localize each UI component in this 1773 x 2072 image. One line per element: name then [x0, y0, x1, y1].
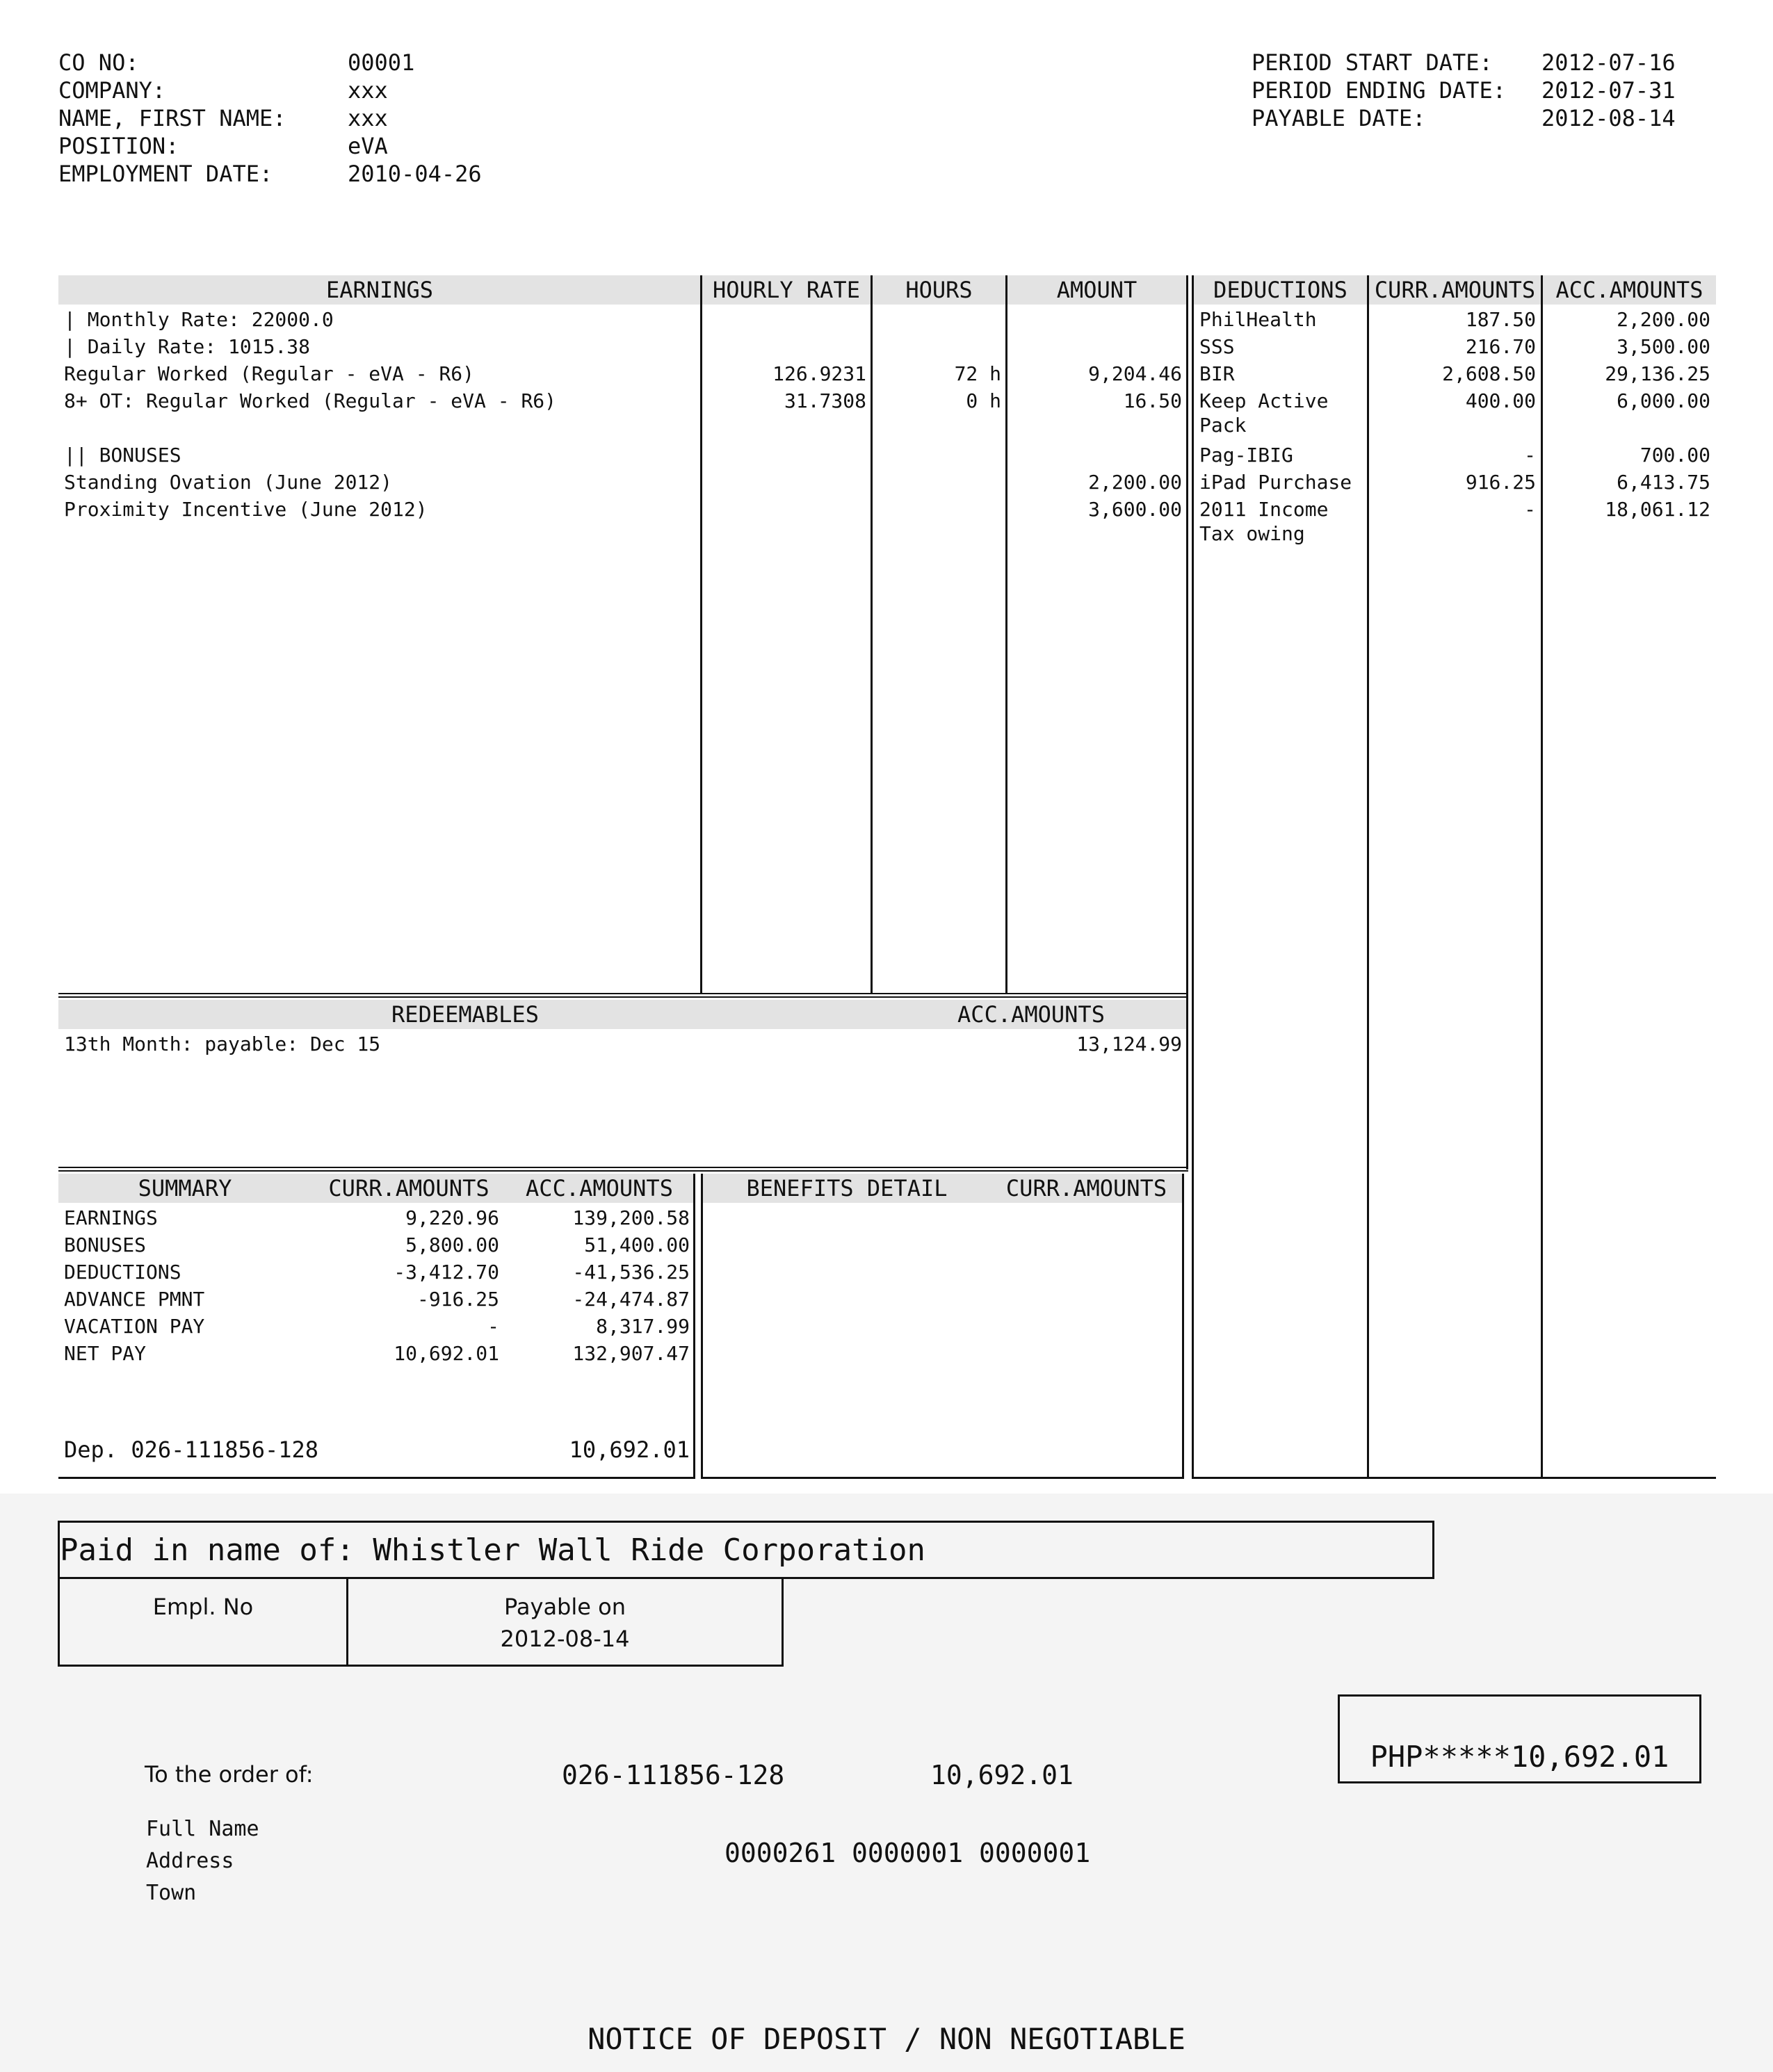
summary-bottom-border [58, 1477, 695, 1479]
deductions-acc-header: ACC.AMOUNTS [1555, 277, 1703, 303]
period-end-label: PERIOD ENDING DATE: [1252, 77, 1507, 104]
deduction-name-cont: Pack [1199, 414, 1247, 437]
deposit-label: Dep. 026-111856-128 [64, 1436, 319, 1463]
deduction-curr: 2,608.50 [1442, 362, 1536, 385]
deduction-name: PhilHealth [1199, 308, 1317, 331]
paid-in-name-text: Paid in name of: Whistler Wall Ride Corporation [60, 1532, 926, 1568]
deduction-name: Pag-IBIG [1199, 444, 1293, 467]
deduction-acc: 6,000.00 [1617, 389, 1710, 412]
position-value: eVA [348, 133, 388, 159]
earnings-header: EARNINGS [325, 277, 434, 303]
amount-box-text: PHP*****10,692.01 [1370, 1740, 1669, 1774]
period-start-value: 2012-07-16 [1541, 49, 1676, 76]
summary-acc: 139,200.58 [572, 1206, 690, 1229]
deductions-curr-header: CURR.AMOUNTS [1374, 277, 1536, 303]
earnings-hours: 72 h [954, 362, 1001, 385]
empl-no-box [58, 1577, 348, 1667]
earnings-desc: Proximity Incentive (June 2012) [64, 498, 428, 521]
deduction-curr: - [1524, 498, 1536, 521]
redeemables-acc-header: ACC.AMOUNTS [957, 1001, 1105, 1028]
deduction-acc: 18,061.12 [1605, 498, 1710, 521]
summary-label: NET PAY [64, 1342, 147, 1365]
micr-line: 0000261 0000001 0000001 [724, 1838, 1091, 1868]
summary-acc: 51,400.00 [584, 1233, 690, 1256]
redeemables-bottom-line2 [58, 1170, 1188, 1172]
summary-curr: 9,220.96 [405, 1206, 499, 1229]
deduction-acc: 3,500.00 [1617, 335, 1710, 358]
position-label: POSITION: [58, 133, 179, 159]
empl-no-label: Empl. No [152, 1594, 254, 1620]
deposit-amount: 10,692.01 [569, 1436, 690, 1463]
deduction-name: 2011 Income [1199, 498, 1329, 521]
company-label: COMPANY: [58, 77, 166, 104]
summary-label: VACATION PAY [64, 1315, 205, 1338]
summary-acc: -24,474.87 [572, 1288, 690, 1311]
summary-label: ADVANCE PMNT [64, 1288, 205, 1311]
earnings-desc: | Daily Rate: 1015.38 [64, 335, 311, 358]
deduction-name: iPad Purchase [1199, 471, 1352, 494]
name-value: xxx [348, 105, 388, 131]
earnings-desc: Regular Worked (Regular - eVA - R6) [64, 362, 475, 385]
deduction-name: Keep Active [1199, 389, 1329, 412]
deductions-bottom-border [1192, 1477, 1716, 1479]
earnings-rate: 31.7308 [784, 389, 866, 412]
redeemables-header: REDEEMABLES [391, 1001, 539, 1028]
redeemables-bottom-line1 [58, 1167, 1188, 1168]
summary-curr-header: CURR.AMOUNTS [328, 1175, 489, 1201]
benefits-bottom-border [701, 1477, 1184, 1479]
amount-header: AMOUNT [1056, 277, 1138, 303]
name-label: NAME, FIRST NAME: [58, 105, 286, 131]
summary-curr: - [487, 1315, 499, 1338]
earnings-rate: 126.9231 [772, 362, 866, 385]
redeemable-desc: 13th Month: payable: Dec 15 [64, 1033, 381, 1055]
summary-label: BONUSES [64, 1233, 147, 1256]
deduction-name: SSS [1199, 335, 1235, 358]
deduction-curr: - [1524, 444, 1536, 467]
summary-acc: 132,907.47 [572, 1342, 690, 1365]
summary-curr: 10,692.01 [394, 1342, 499, 1365]
payable-date-value: 2012-08-14 [1541, 105, 1676, 131]
benefits-right-border [1182, 1174, 1184, 1478]
earnings-bottom-line2 [58, 996, 1188, 998]
payable-on-date: 2012-08-14 [500, 1626, 630, 1652]
employment-date-value: 2010-04-26 [348, 161, 482, 187]
deduction-acc: 2,200.00 [1617, 308, 1710, 331]
period-start-label: PERIOD START DATE: [1252, 49, 1493, 76]
co-no-value: 00001 [348, 49, 415, 76]
deduction-acc: 29,136.25 [1605, 362, 1710, 385]
summary-acc: -41,536.25 [572, 1261, 690, 1284]
account-number: 026-111856-128 [562, 1760, 785, 1790]
company-value: xxx [348, 77, 388, 104]
summary-acc: 8,317.99 [596, 1315, 690, 1338]
deduction-acc: 700.00 [1640, 444, 1710, 467]
benefits-curr-header: CURR.AMOUNTS [1005, 1175, 1167, 1201]
employment-date-label: EMPLOYMENT DATE: [58, 161, 273, 187]
payable-on-box [346, 1577, 784, 1667]
amount-right-border [1186, 275, 1188, 1169]
deduction-curr: 400.00 [1465, 389, 1536, 412]
deductions-left-border [1192, 275, 1194, 1478]
payee-town: Town [146, 1881, 197, 1905]
earnings-desc: | Monthly Rate: 22000.0 [64, 308, 334, 331]
order-of-label: To the order of: [145, 1761, 314, 1788]
earnings-amount: 16.50 [1123, 389, 1182, 412]
earnings-desc: || BONUSES [64, 444, 181, 467]
summary-acc-header: ACC.AMOUNTS [526, 1175, 673, 1201]
earnings-desc: 8+ OT: Regular Worked (Regular - eVA - R6) [64, 389, 557, 412]
payable-date-label: PAYABLE DATE: [1252, 105, 1426, 131]
hourly-rate-header: HOURLY RATE [713, 277, 860, 303]
deduction-acc: 6,413.75 [1617, 471, 1710, 494]
earnings-bottom-line1 [58, 993, 1188, 994]
summary-curr: -916.25 [416, 1288, 499, 1311]
payee-full-name: Full Name [146, 1817, 259, 1841]
deduction-name-cont: Tax owing [1199, 522, 1305, 545]
period-end-value: 2012-07-31 [1541, 77, 1676, 104]
summary-label: DEDUCTIONS [64, 1261, 181, 1284]
paid-in-name-box [58, 1521, 1434, 1579]
payable-on-label: Payable on [504, 1594, 626, 1620]
summary-curr: 5,800.00 [405, 1233, 499, 1256]
summary-right-border [693, 1174, 695, 1478]
summary-curr: -3,412.70 [394, 1261, 499, 1284]
redeemable-acc: 13,124.99 [1076, 1033, 1182, 1055]
amount-box [1338, 1694, 1701, 1783]
deduction-name: BIR [1199, 362, 1235, 385]
deduction-curr: 216.70 [1465, 335, 1536, 358]
deduction-curr: 916.25 [1465, 471, 1536, 494]
summary-header: SUMMARY [138, 1175, 232, 1201]
notice-text: NOTICE OF DEPOSIT / NON NEGOTIABLE [588, 2022, 1185, 2056]
earnings-desc: Standing Ovation (June 2012) [64, 471, 393, 494]
earnings-amount: 2,200.00 [1088, 471, 1182, 494]
summary-label: EARNINGS [64, 1206, 158, 1229]
payee-address: Address [146, 1849, 234, 1873]
benefits-left-border [701, 1174, 703, 1478]
deductions-header: DEDUCTIONS [1213, 277, 1347, 303]
co-no-label: CO NO: [58, 49, 139, 76]
hours-header: HOURS [905, 277, 973, 303]
deduction-curr: 187.50 [1465, 308, 1536, 331]
earnings-amount: 3,600.00 [1088, 498, 1182, 521]
earnings-amount: 9,204.46 [1088, 362, 1182, 385]
benefits-header: BENEFITS DETAIL [746, 1175, 948, 1201]
earnings-hours: 0 h [966, 389, 1001, 412]
cheque-amount: 10,692.01 [930, 1760, 1074, 1790]
